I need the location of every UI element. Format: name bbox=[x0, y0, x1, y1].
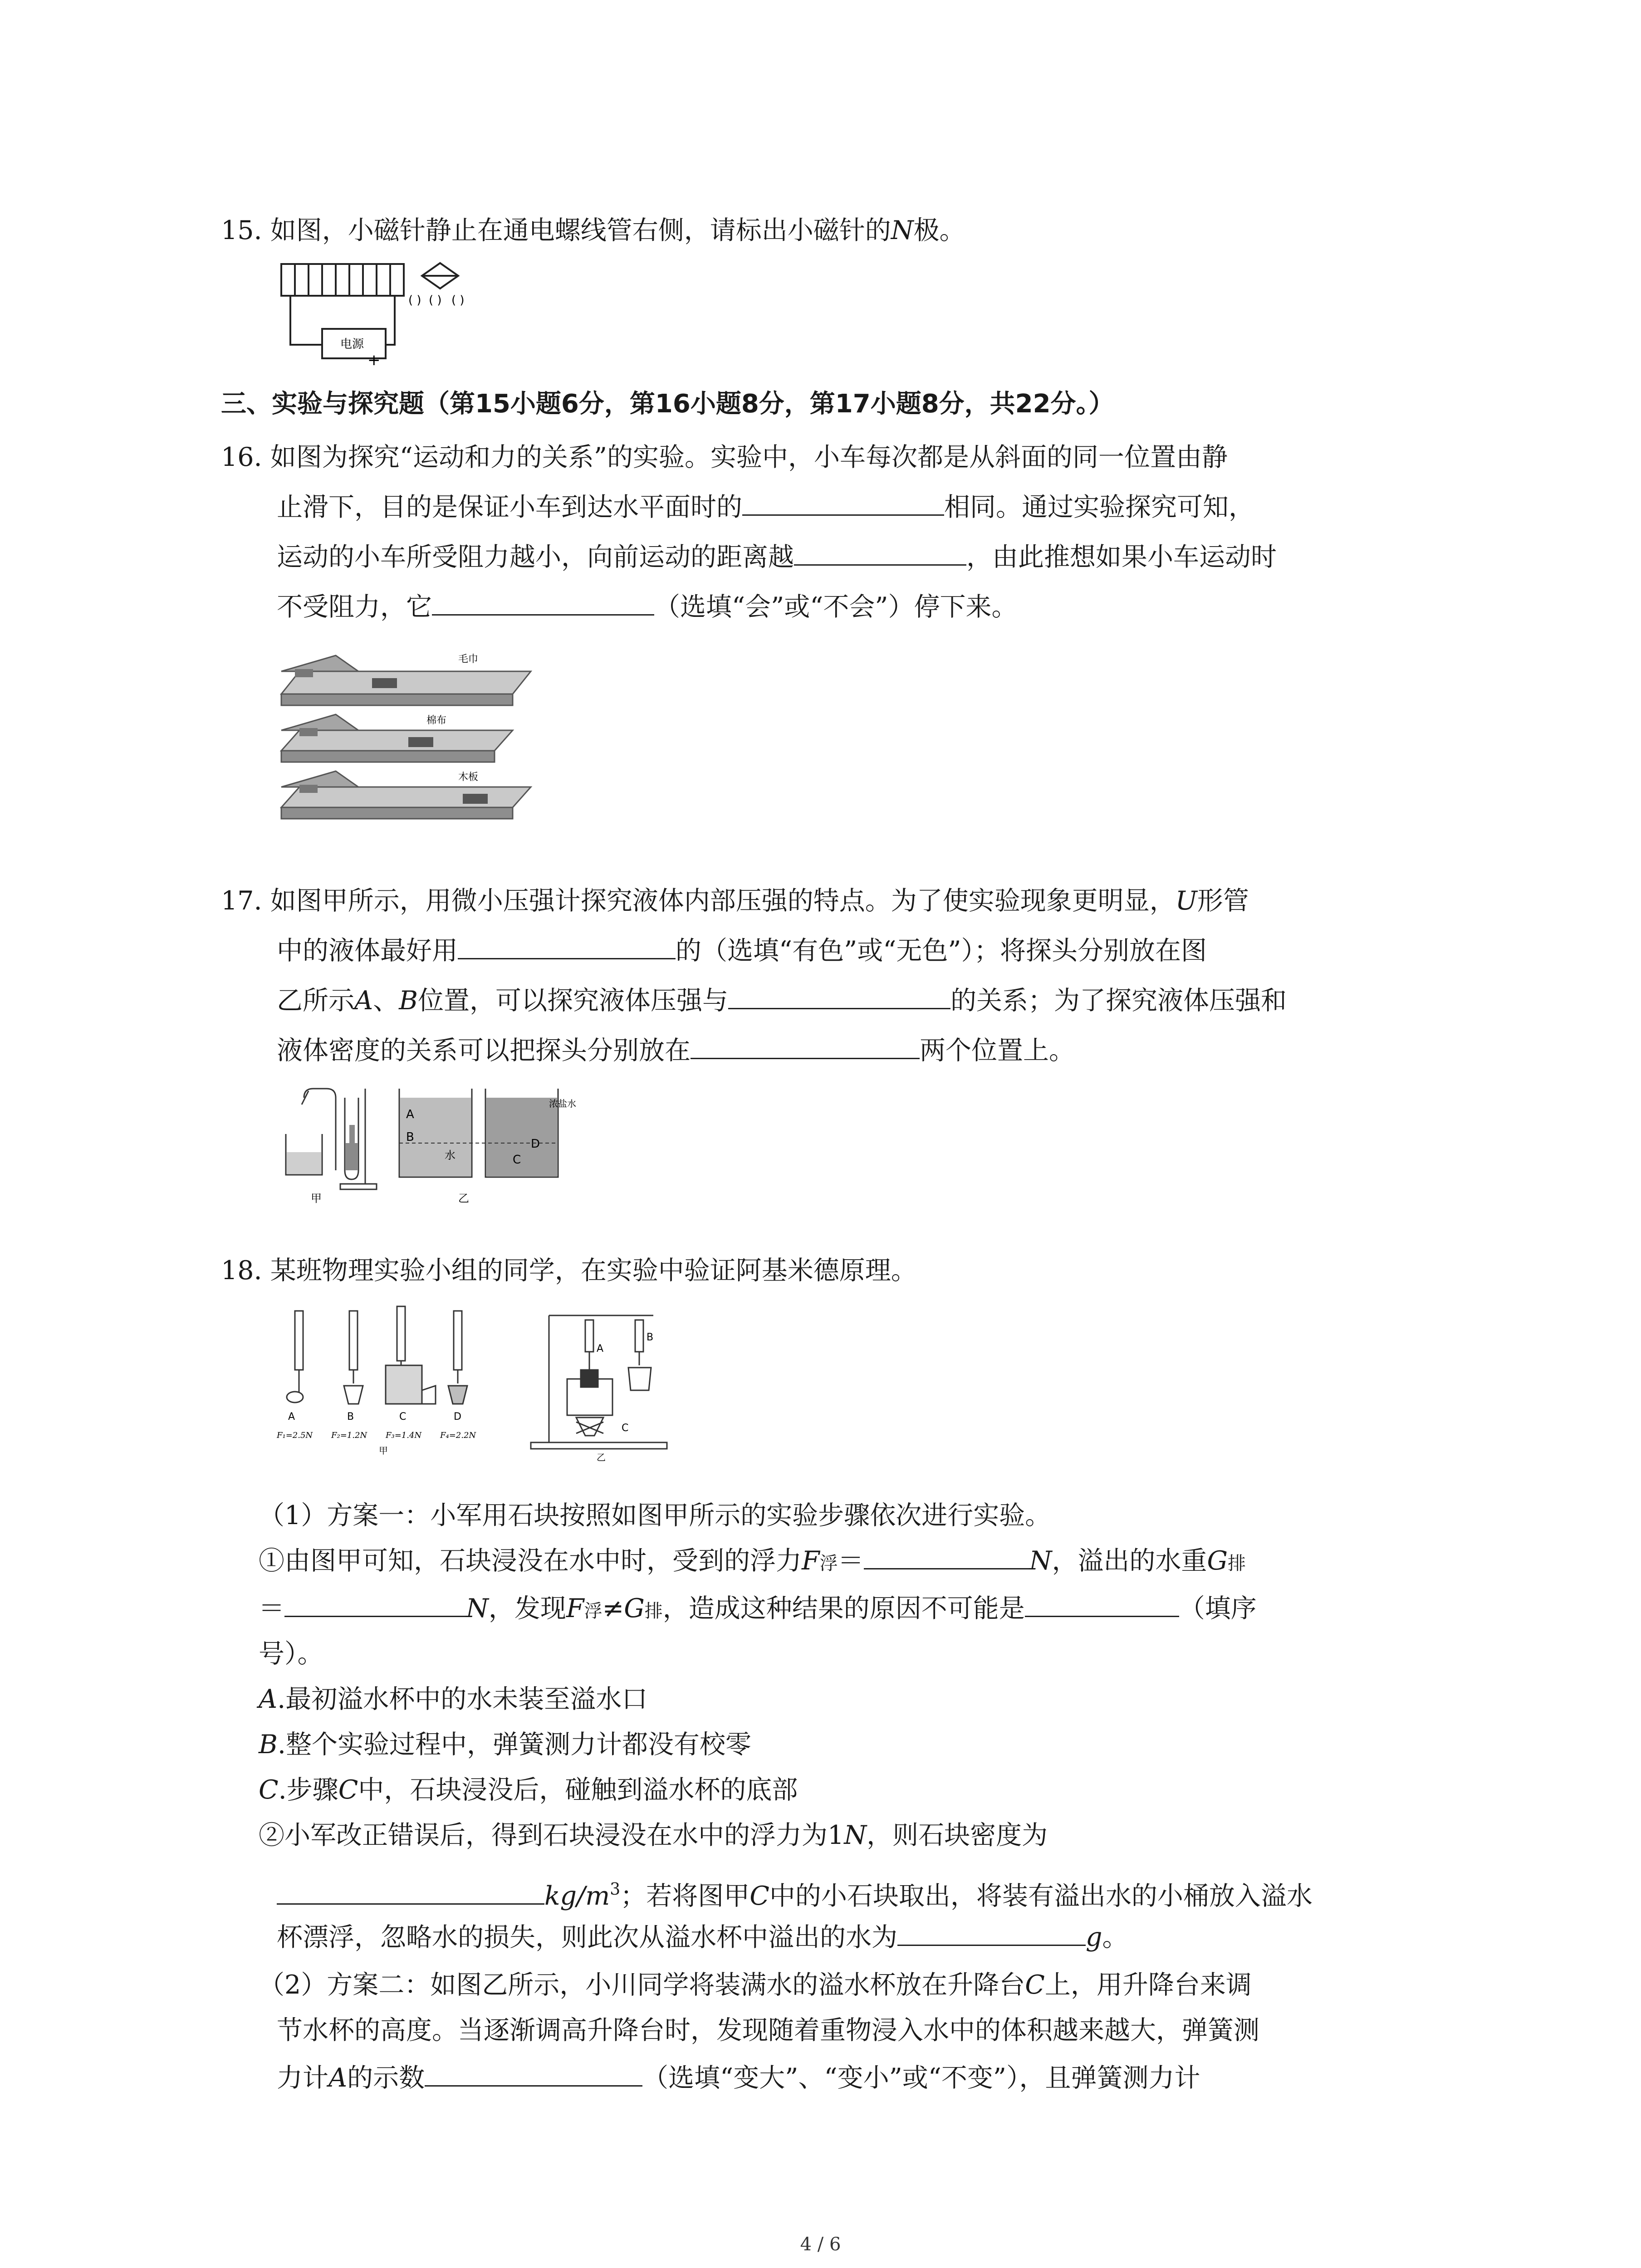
q16-line1: 16. 如图为探究“运动和力的关系”的实验。实验中，小车每次都是从斜面的同一位置由静 bbox=[221, 442, 1228, 472]
label-jia: 甲 bbox=[311, 1192, 322, 1205]
incline-figure bbox=[277, 644, 531, 826]
incline-towel bbox=[281, 654, 531, 705]
q18-line-10: 力计A的示数 （选填“变大”、“变小”或“不变”），且弹簧测力计 bbox=[277, 2062, 1200, 2094]
q18-blank-density[interactable] bbox=[277, 1880, 544, 1905]
solenoid-paren-1: ( ) bbox=[408, 293, 421, 307]
q17-line3: 乙所示A、B位置，可以探究液体压强与 的关系；为了探究液体压强和 bbox=[277, 984, 1287, 1017]
label-yi-18: 乙 bbox=[597, 1452, 606, 1463]
force-f4: F₄=2.2N bbox=[440, 1431, 476, 1440]
yi-label-a: A bbox=[597, 1343, 604, 1354]
q18-line-7: 杯漂浮，忽略水的损失，则此次从溢水杯中溢出的水为 g。 bbox=[277, 1921, 1128, 1954]
q17-blank-3[interactable] bbox=[691, 1034, 920, 1059]
q17-line1: 17. 如图甲所示，用微小压强计探究液体内部压强的特点。为了使实验现象更明显，U形管 bbox=[221, 886, 1249, 916]
label-point-d: D bbox=[531, 1137, 540, 1151]
q17-blank-2[interactable] bbox=[728, 984, 950, 1009]
q17-number: 17. bbox=[221, 886, 262, 916]
q18-line-4: 号）。 bbox=[259, 1639, 323, 1669]
q18-line-6: $kg/m^3$；若将图甲C中的小石块取出，将装有溢出水的小桶放入溢水 bbox=[277, 1873, 1313, 1912]
solenoid-paren-3: ( ) bbox=[451, 293, 465, 307]
incline-board bbox=[281, 771, 531, 819]
beaker-salt-water bbox=[485, 1089, 558, 1177]
q18-option-a: A.最初溢水杯中的水未装至溢水口 bbox=[259, 1684, 648, 1714]
q15-line1: 15. 如图，小磁针静止在通电螺线管右侧，请标出小磁针的N极。 bbox=[221, 215, 965, 245]
yi-label-c: C bbox=[622, 1422, 629, 1434]
q18-option-c: C.步骤C中，石块浸没后，碰触到溢水杯的底部 bbox=[259, 1775, 798, 1805]
step-b-label: B bbox=[347, 1411, 354, 1422]
label-towel: 毛巾 bbox=[458, 654, 479, 665]
q18-line-8: （2）方案二：如图乙所示，小川同学将装满水的溢水杯放在升降台C上，用升降台来调 bbox=[259, 1970, 1252, 2000]
u-tube-manometer bbox=[286, 1089, 377, 1189]
force-f3: F₃=1.4N bbox=[386, 1431, 422, 1440]
archimedes-figure bbox=[277, 1306, 685, 1479]
page-number: 4 / 6 bbox=[800, 2234, 841, 2255]
q16-line4: 不受阻力，它 （选填“会”或“不会”）停下来。 bbox=[277, 591, 1018, 623]
q16-blank-1[interactable] bbox=[742, 491, 944, 516]
q18-line-9: 节水杯的高度。当逐渐调高升降台时，发现随着重物浸入水中的体积越来越大，弹簧测 bbox=[277, 2015, 1259, 2045]
q18-option-b: B.整个实验过程中，弹簧测力计都没有校零 bbox=[259, 1730, 752, 1760]
solenoid-paren-2: ( ) bbox=[429, 293, 442, 307]
step-d-label: D bbox=[454, 1411, 461, 1422]
spring-scales-jia bbox=[287, 1306, 467, 1404]
q18-para-1: （1）方案一：小军用石块按照如图甲所示的实验步骤依次进行实验。 bbox=[259, 1501, 1051, 1530]
q18-line-5: ②小军改正错误后，得到石块浸没在水中的浮力为1N，则石块密度为 bbox=[259, 1820, 1048, 1850]
q18-line1: 18. 某班物理实验小组的同学，在实验中验证阿基米德原理。 bbox=[221, 1256, 917, 1286]
q16-number: 16. bbox=[221, 442, 262, 472]
label-jia-18: 甲 bbox=[379, 1445, 388, 1456]
label-salt-water: 浓盐水 bbox=[549, 1098, 576, 1109]
q18-blank-reading[interactable] bbox=[425, 2062, 642, 2087]
label-cotton: 棉布 bbox=[426, 715, 447, 726]
plus-sign: + bbox=[367, 351, 381, 369]
q18-blank-buoyancy[interactable] bbox=[864, 1545, 1029, 1569]
label-board: 木板 bbox=[458, 772, 479, 783]
q17-line2: 中的液体最好用 的（选填“有色”或“无色”）；将探头分别放在图 bbox=[277, 934, 1207, 967]
q16-blank-3[interactable] bbox=[432, 591, 654, 616]
label-water: 水 bbox=[445, 1149, 456, 1162]
q18-blank-overflow[interactable] bbox=[897, 1921, 1086, 1946]
power-source-label: 电源 bbox=[340, 337, 364, 351]
label-yi: 乙 bbox=[458, 1192, 469, 1205]
q18-line-3: ＝ N，发现F浮≠G排，造成这种结果的原因不可能是 （填序 bbox=[259, 1592, 1257, 1628]
force-f2: F₂=1.2N bbox=[331, 1431, 367, 1440]
incline-cotton bbox=[281, 714, 513, 762]
q18-number: 18. bbox=[221, 1256, 262, 1286]
q18-blank-reason[interactable] bbox=[1025, 1592, 1179, 1617]
step-a-label: A bbox=[288, 1411, 295, 1422]
q16-blank-2[interactable] bbox=[794, 541, 966, 566]
solenoid-figure bbox=[272, 254, 526, 367]
section-3-title: 三、实验与探究题（第15小题6分，第16小题8分，第17小题8分，共22分。） bbox=[221, 389, 1114, 419]
q17-blank-1[interactable] bbox=[458, 934, 676, 959]
force-f1: F₁=2.5N bbox=[277, 1431, 313, 1440]
label-point-c: C bbox=[513, 1153, 521, 1167]
q17-line4: 液体密度的关系可以把探头分别放在 两个位置上。 bbox=[277, 1034, 1075, 1067]
label-point-b: B bbox=[406, 1130, 414, 1144]
q18-line-2: ①由图甲可知，石块浸没在水中时，受到的浮力F浮＝ N，溢出的水重G排 bbox=[259, 1545, 1246, 1580]
step-c-label: C bbox=[399, 1411, 407, 1422]
q15-number: 15. bbox=[221, 215, 262, 245]
yi-label-b: B bbox=[647, 1332, 654, 1343]
pressure-figure bbox=[277, 1080, 576, 1207]
label-point-a: A bbox=[406, 1108, 414, 1121]
q16-line3: 运动的小车所受阻力越小，向前运动的距离越 ，由此推想如果小车运动时 bbox=[277, 541, 1277, 573]
q16-line2: 止滑下，目的是保证小车到达水平面时的 相同。通过实验探究可知， bbox=[277, 491, 1254, 523]
q18-blank-weight[interactable] bbox=[284, 1592, 466, 1617]
